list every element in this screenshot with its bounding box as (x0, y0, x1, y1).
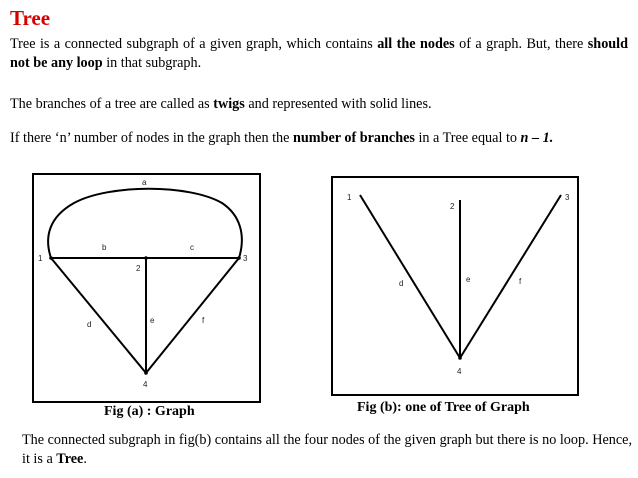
edge-f-line (146, 258, 239, 373)
text: The branches of a tree are called as (10, 96, 214, 112)
edge-e-label: e (150, 316, 155, 325)
edge-a-arc (48, 189, 242, 258)
emphasis-all-nodes: all the nodes (377, 36, 455, 52)
edge-d-line (360, 195, 460, 358)
text: of a graph. But, there (454, 36, 588, 52)
edge-d-label: d (87, 320, 92, 329)
edge-c-label: c (190, 243, 194, 252)
edge-f-line (460, 195, 561, 358)
edge-a-label: a (142, 178, 147, 187)
emphasis-no-loop: should not be any loop (10, 36, 629, 71)
node-2-dot (144, 256, 148, 260)
text: The connected subgraph in fig(b) contains all the four nodes of the given graph but there is no loop. Hence, it is a (22, 432, 632, 467)
node-1-dot (49, 256, 53, 260)
edge-f-label: f (202, 316, 205, 325)
text: in that subgraph. (102, 55, 202, 71)
node-4-label: 4 (457, 367, 462, 376)
edge-f-label: f (519, 277, 522, 286)
edge-d-line (51, 258, 146, 373)
node-1-label: 1 (38, 254, 43, 263)
node-4-dot (458, 356, 462, 360)
node-2-label: 2 (136, 264, 141, 273)
text: . (83, 451, 87, 467)
tree-definition (10, 35, 628, 73)
slide-title: Tree (10, 6, 51, 30)
text: in a Tree equal to (414, 130, 521, 146)
figure-a-graph (32, 173, 261, 403)
figure-b-caption: Fig (b): one of Tree of Graph (357, 400, 530, 415)
edge-e-label: e (466, 275, 471, 284)
text: If there ‘n’ number of nodes in the graph then the (10, 130, 293, 146)
node-1-label: 1 (347, 193, 352, 202)
node-3-dot (237, 256, 241, 260)
node-3-label: 3 (565, 193, 570, 202)
conclusion-paragraph (22, 431, 632, 469)
branches-paragraph (10, 129, 628, 148)
formula-n-minus-1: n – 1. (520, 130, 554, 146)
node-4-label: 4 (143, 380, 148, 389)
figure-a-caption: Fig (a) : Graph (104, 404, 195, 419)
node-3-label: 3 (243, 254, 248, 263)
twigs-paragraph (10, 95, 628, 114)
emphasis-tree: Tree (56, 451, 84, 467)
node-4-dot (144, 371, 148, 375)
graph-diagram (34, 175, 259, 401)
edge-d-label: d (399, 279, 404, 288)
edge-b-label: b (102, 243, 107, 252)
node-2-label: 2 (450, 202, 455, 211)
text: and represented with solid lines. (244, 96, 432, 112)
text: Tree is a connected subgraph of a given graph, which contains (10, 36, 378, 52)
tree-diagram (333, 178, 577, 394)
emphasis-twigs: twigs (213, 96, 245, 112)
figure-b-tree (331, 176, 579, 396)
emphasis-number-of-branches: number of branches (293, 130, 415, 146)
